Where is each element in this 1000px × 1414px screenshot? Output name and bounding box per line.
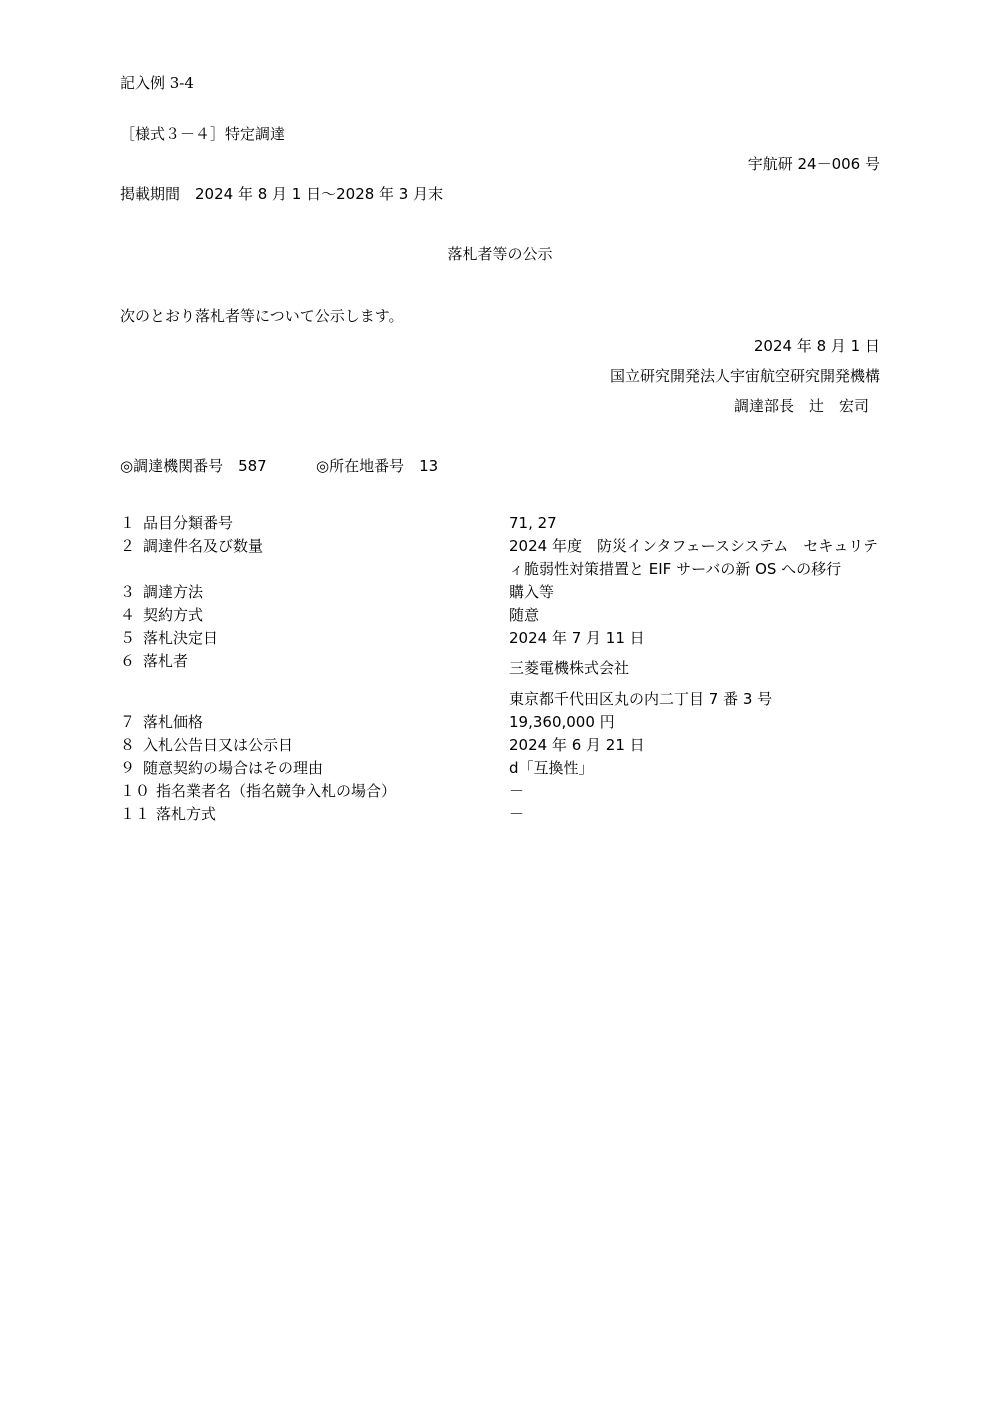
posting-period: 掲載期間 2024 年 8 月 1 日～2028 年 3 月末 <box>120 185 444 203</box>
issuer-person: 調達部長 辻 宏司 <box>733 397 869 415</box>
item-number: １１ <box>120 805 151 823</box>
example-label: 記入例 3-4 <box>120 74 194 92</box>
item-value: 19,360,000 円 <box>509 713 615 731</box>
intro-text: 次のとおり落札者等について公示します。 <box>120 307 404 325</box>
item-value: 71, 27 <box>509 514 557 532</box>
item-value: 2024 年度 防災インタフェースシステム セキュリテ <box>509 537 879 555</box>
item-label: 落札価格 <box>143 713 204 731</box>
document-title: 落札者等の公示 <box>447 245 553 263</box>
item-number: ４ <box>120 606 136 624</box>
item-value: 2024 年 6 月 21 日 <box>509 736 645 754</box>
item-label: 指名業者名（指名競争入札の場合） <box>156 782 397 800</box>
item-label: 入札公告日又は公示日 <box>143 736 294 754</box>
item-value: 三菱電機株式会社 <box>509 659 630 677</box>
item-label: 品目分類番号 <box>143 514 234 532</box>
item-label: 随意契約の場合はその理由 <box>143 759 324 777</box>
item-value: 2024 年 7 月 11 日 <box>509 629 645 647</box>
item-number: １０ <box>120 782 151 800</box>
item-number: ９ <box>120 759 136 777</box>
item-label: 契約方式 <box>143 606 204 624</box>
item-number: ２ <box>120 537 136 555</box>
form-label: ［様式３－４］特定調達 <box>120 125 286 143</box>
issue-date: 2024 年 8 月 1 日 <box>753 337 880 355</box>
item-value: － <box>509 805 525 823</box>
item-number: ７ <box>120 713 136 731</box>
item-label: 調達方法 <box>143 583 204 601</box>
item-number: ６ <box>120 652 136 670</box>
item-number: ３ <box>120 583 136 601</box>
agency-code: ◎調達機関番号 587 <box>120 457 267 475</box>
item-value: d「互換性」 <box>509 759 594 777</box>
item-value: 随意 <box>509 606 540 624</box>
item-label: 落札決定日 <box>143 629 219 647</box>
location-code: ◎所在地番号 13 <box>316 457 439 475</box>
item-value-continued: ィ脆弱性対策措置と EIF サーバの新 OS への移行 <box>509 560 842 578</box>
item-number: １ <box>120 514 136 532</box>
item-number: ５ <box>120 629 136 647</box>
item-label: 落札者 <box>143 652 189 670</box>
item-number: ８ <box>120 736 136 754</box>
item-value: 購入等 <box>509 583 555 601</box>
item-value-continued: 東京都千代田区丸の内二丁目 7 番 3 号 <box>509 690 773 708</box>
item-label: 調達件名及び数量 <box>143 537 264 555</box>
item-label: 落札方式 <box>156 805 217 823</box>
issuer-organization: 国立研究開発法人宇宙航空研究開発機構 <box>609 367 880 385</box>
reference-number: 宇航研 24－006 号 <box>747 155 880 173</box>
item-value: － <box>509 782 525 800</box>
